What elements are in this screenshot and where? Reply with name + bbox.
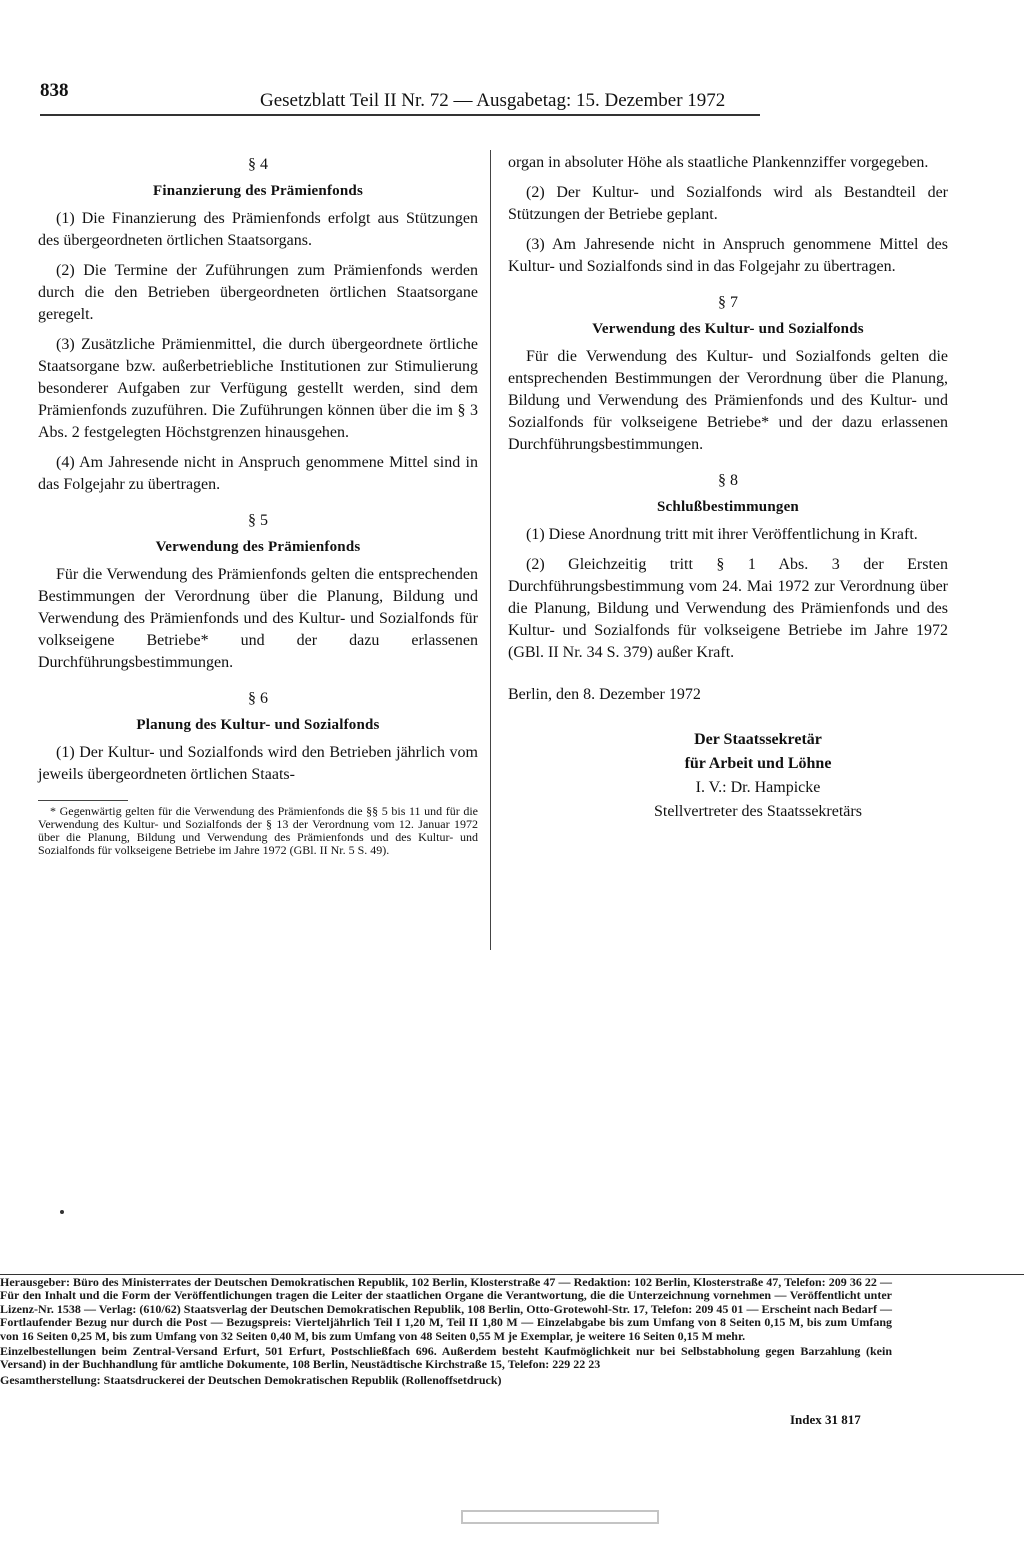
header-rule [40, 114, 760, 116]
footnote: * Gegenwärtig gelten für die Verwendung des Prämienfonds die §§ 5 bis 11 und für die Verwendung des Kultur- und Sozialfonds der § 13 der Verordnung vom 12. Januar 1972 über die Planung, Bildung und Verwendung des Prämienfonds und des Kultur- und Sozialfonds für volkseigene Betriebe im Jahre 1972 (GBl. II Nr. 5 S. 49). [38, 804, 478, 857]
section-6-title: Planung des Kultur- und Sozialfonds [136, 717, 380, 733]
impressum-publisher: Herausgeber: Büro des Ministerrates der Deutschen Demokratischen Republik, 102 Berlin, Klosterstraße 47 — Redaktion: 102 Berlin, Klosterstraße 47, Telefon: 209 36 22 — Für den Inhalt und die Form der Veröffentlichungen tragen die Leiter der staatlichen Organe die Verantwortung, die die Unterzeichnung vornehmen — Veröffentlicht unter Lizenz-Nr. 1538 — Verlag: (610/62) Staatsverlag der Deutschen Demokratischen Republik, 108 Berlin, Otto-Grotewohl-Str. 17, Telefon: 209 45 01 — Erscheint nach Bedarf — Fortlaufender Bezug nur durch die Post — Bezugspreis: Vierteljährlich Teil I 1,20 M, Teil II 1,80 M — Einzelabgabe bis zum Umfang von 8 Seiten 0,15 M, bis zum Umfang von 16 Seiten 0,25 M, bis zum Umfang von 32 Seiten 0,40 M, bis zum Umfang von 48 Seiten 0,55 M je Exemplar, je weitere 16 Seiten 0,15 M mehr. [0, 1275, 892, 1343]
index-number: Index 31 817 [790, 1412, 861, 1427]
section-7-para-1: Für die Verwendung des Kultur- und Sozialfonds gelten die entsprechenden Bestimmungen der Verordnung über die Planung, Bildung und Verwendung des Prämienfonds und des Kultur- und Sozialfonds für volkseigene Betriebe* und der dazu erlassenen Durchführungsbestimmungen. [508, 348, 948, 453]
signatory-role: Stellvertreter des Staatssekretärs [654, 803, 862, 820]
section-5-para-1: Für die Verwendung des Prämienfonds gelten die entsprechenden Bestimmungen der Verordnung über die Planung, Bildung und Verwendung des Prämienfonds und des Kultur- und Sozialfonds für volkseigene Betriebe* und der dazu erlassenen Durchführungsbestimmungen. [38, 566, 478, 671]
section-4-para-4: (4) Am Jahresende nicht in Anspruch genommene Mittel sind in das Folgejahr zu übertragen. [38, 454, 478, 493]
section-6-para-2: (2) Der Kultur- und Sozialfonds wird als Bestandteil der Stützungen der Betriebe geplant. [508, 184, 948, 223]
impressum [0, 1276, 892, 1389]
section-4-number: § 4 [248, 156, 268, 173]
section-6-continuation: organ in absoluter Höhe als staatliche Plankennziffer vorgegeben. [508, 154, 929, 171]
signatory-name: I. V.: Dr. Hampicke [695, 779, 821, 796]
ink-speck [60, 1210, 64, 1214]
section-6-number: § 6 [248, 690, 268, 707]
column-divider [490, 150, 491, 950]
gazette-title: Gesetzblatt Teil II Nr. 72 — Ausgabetag: 15. Dezember 1972 [260, 90, 726, 111]
section-4-para-2: (2) Die Termine der Zuführungen zum Prämienfonds werden durch die den Betrieben übergeordneten örtlichen Staatsorgane geregelt. [38, 262, 478, 323]
footnote-rule [38, 800, 128, 801]
stamp-mark-icon [460, 1505, 660, 1529]
page-header [40, 80, 760, 116]
impressum-orders: Einzelbestellungen beim Zentral-Versand Erfurt, 501 Erfurt, Postschließfach 696. Außerdem besteht Kaufmöglichkeit nur bei Selbstabholung gegen Barzahlung (kein Versand) in der Buchhandlung für amtliche Dokumente, 108 Berlin, Neustädtische Kirchstraße 15, Telefon: 229 22 23 [0, 1344, 892, 1372]
section-8-para-2: (2) Gleichzeitig tritt § 1 Abs. 3 der Ersten Durchführungsbestimmung vom 24. Mai 1972 zur Verordnung über die Planung, Bildung und Verwendung des Prämienfonds und des Kultur- und Sozialfonds für volkseigene Betriebe im Jahre 1972 (GBl. II Nr. 34 S. 379) außer Kraft. [508, 556, 948, 661]
section-8-para-1: (1) Diese Anordnung tritt mit ihrer Veröffentlichung in Kraft. [526, 526, 918, 543]
page-number: 838 [40, 80, 69, 101]
section-6-para-1: (1) Der Kultur- und Sozialfonds wird den Betrieben jährlich vom jeweils übergeordneten örtlichen Staats- [38, 744, 478, 783]
section-8-title: Schlußbestimmungen [657, 499, 799, 515]
impressum-printer: Gesamtherstellung: Staatsdruckerei der Deutschen Demokratischen Republik (Rollenoffsetdruck) [0, 1372, 502, 1387]
signature-block [568, 728, 948, 824]
section-6-para-3: (3) Am Jahresende nicht in Anspruch genommene Mittel des Kultur- und Sozialfonds sind in das Folgejahr zu übertragen. [508, 236, 948, 275]
bleed-through-stamp [460, 1498, 660, 1529]
place-date: Berlin, den 8. Dezember 1972 [508, 686, 701, 703]
signatory-title: Der Staatssekretär [694, 731, 822, 748]
section-4-title: Finanzierung des Prämienfonds [153, 183, 363, 199]
section-4-para-3: (3) Zusätzliche Prämienmittel, die durch übergeordnete örtliche Staatsorgane bzw. außerbetriebliche Institutionen zur Stimulierung besonderer Aufgaben zur Verfügung gestellt werden, sind dem Prämienfonds zuzuführen. Die Zuführungen können über die im § 3 Abs. 2 festgelegten Höchstgrenzen hinausgehen. [38, 336, 478, 441]
section-8-number: § 8 [718, 472, 738, 489]
right-column [508, 152, 948, 824]
section-5-title: Verwendung des Prämienfonds [155, 539, 361, 555]
section-4-para-1: (1) Die Finanzierung des Prämienfonds erfolgt aus Stützungen des übergeordneten örtlichen Staatsorgans. [38, 210, 478, 249]
signatory-office: für Arbeit und Löhne [684, 755, 832, 772]
section-5-number: § 5 [248, 512, 268, 529]
section-7-number: § 7 [718, 294, 738, 311]
section-7-title: Verwendung des Kultur- und Sozialfonds [592, 321, 864, 337]
left-column [38, 140, 478, 857]
